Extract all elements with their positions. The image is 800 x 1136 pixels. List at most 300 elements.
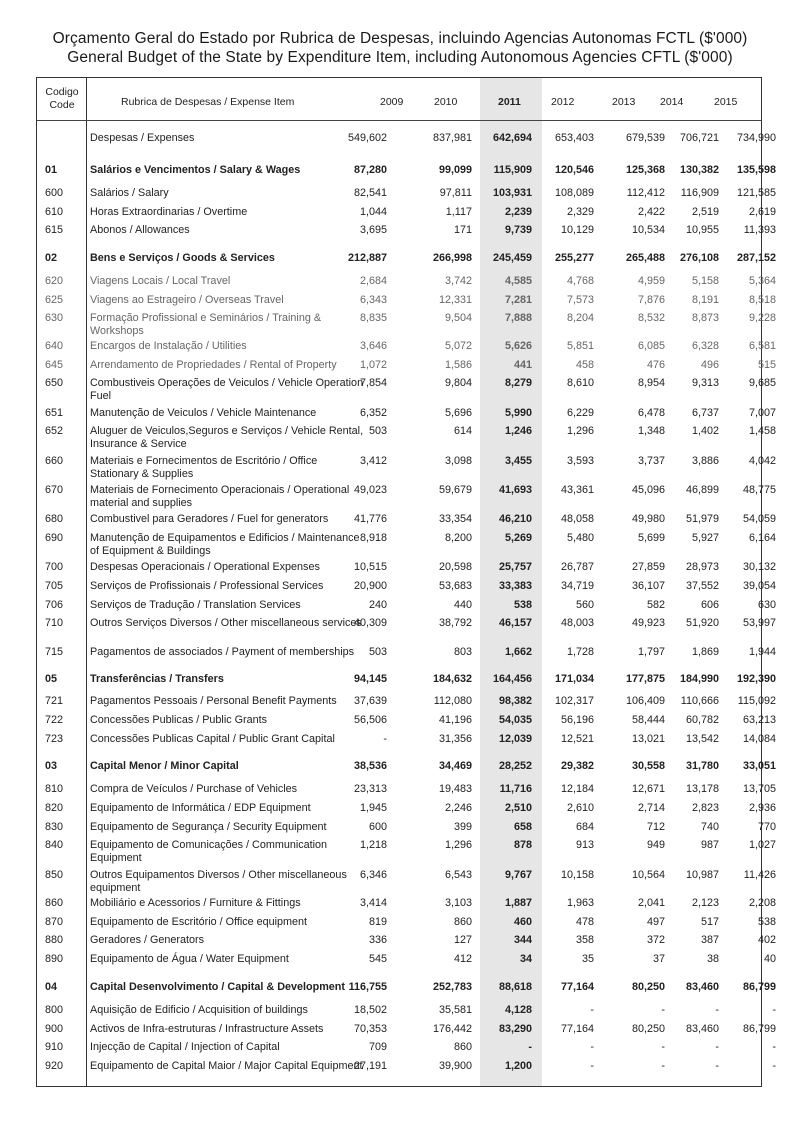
row-value-2010: 9,504 — [444, 312, 472, 324]
row-code: 620 — [45, 275, 64, 287]
row-value-2015: 6,164 — [748, 532, 776, 544]
row-value-2015: 9,228 — [748, 312, 776, 324]
row-value-2010: 252,783 — [432, 981, 472, 993]
row-label: Equipamento de Comunicações / Communication Equipment — [90, 839, 328, 864]
row-value-2015: - — [772, 1041, 776, 1053]
row-value-2014: 987 — [700, 839, 719, 851]
row-label: Concessões Publicas Capital / Public Grant Capital — [90, 733, 335, 745]
row-value-2011: 115,909 — [493, 164, 532, 176]
row-value-2009: 116,755 — [348, 981, 387, 993]
header-year-2013: 2013 — [612, 96, 636, 108]
row-value-2013: 8,954 — [637, 377, 665, 389]
row-value-2015: 11,393 — [743, 224, 776, 236]
row-value-2013: - — [661, 1060, 665, 1072]
row-value-2011: 7,888 — [504, 312, 532, 324]
row-value-2012: 56,196 — [560, 714, 594, 726]
row-label: Encargos de Instalação / Utilities — [90, 340, 247, 352]
row-value-2015: 8,518 — [748, 294, 776, 306]
row-value-2013: 949 — [646, 839, 665, 851]
row-value-2013: 679,539 — [625, 132, 665, 144]
row-value-2010: 34,469 — [438, 760, 472, 772]
row-value-2010: 171 — [453, 224, 472, 236]
row-value-2014: 46,899 — [685, 484, 719, 496]
row-value-2013: 30,558 — [631, 760, 665, 772]
header-year-2009: 2009 — [380, 96, 404, 108]
row-value-2011: 5,626 — [504, 340, 532, 352]
row-value-2009: 819 — [368, 916, 387, 928]
row-value-2010: 412 — [453, 953, 472, 965]
row-value-2015: 13,705 — [742, 783, 776, 795]
row-label: Activos de Infra-estruturas / Infrastructure Assets — [90, 1023, 324, 1035]
row-label: Equipamento de Escritório / Office equipment — [90, 916, 308, 928]
row-value-2010: 59,679 — [438, 484, 472, 496]
row-value-2009: 70,353 — [353, 1023, 387, 1035]
row-value-2009: 8,835 — [359, 312, 387, 324]
row-value-2010: 860 — [453, 1041, 472, 1053]
row-value-2012: 8,610 — [566, 377, 594, 389]
row-value-2014: 38 — [706, 953, 719, 965]
row-value-2011: 12,039 — [498, 733, 532, 745]
row-value-2012: 7,573 — [566, 294, 594, 306]
row-code: 01 — [45, 164, 58, 176]
row-value-2015: 2,208 — [748, 897, 776, 909]
row-value-2015: 14,084 — [742, 733, 776, 745]
row-value-2013: 265,488 — [625, 252, 665, 264]
row-value-2009: 56,506 — [353, 714, 387, 726]
row-code: 645 — [45, 359, 64, 371]
row-value-2015: 40 — [763, 953, 776, 965]
row-code: 810 — [45, 783, 64, 795]
row-value-2013: - — [661, 1004, 665, 1016]
row-label: Despesas Operacionais / Operational Expenses — [90, 561, 320, 573]
row-value-2011: 103,931 — [492, 187, 532, 199]
row-value-2015: 2,936 — [748, 802, 776, 814]
row-code: 610 — [45, 206, 64, 218]
row-value-2010: 266,998 — [432, 252, 472, 264]
row-value-2015: 515 — [757, 359, 776, 371]
row-value-2014: 184,990 — [679, 673, 719, 685]
row-value-2013: 6,085 — [637, 340, 665, 352]
row-value-2013: 80,250 — [631, 981, 665, 993]
row-value-2010: 3,103 — [444, 897, 472, 909]
row-label: Equipamento de Segurança / Security Equipment — [90, 821, 327, 833]
row-value-2011: 1,887 — [504, 897, 532, 909]
row-value-2009: - — [383, 733, 387, 745]
row-value-2015: 39,054 — [742, 580, 776, 592]
header-year-2011: 2011 — [498, 96, 521, 108]
row-value-2014: 9,313 — [691, 377, 719, 389]
row-code: 850 — [45, 869, 64, 881]
row-label: Capital Desenvolvimento / Capital & Development — [90, 981, 345, 993]
row-value-2013: 49,980 — [631, 513, 665, 525]
row-value-2012: 1,963 — [566, 897, 594, 909]
row-label: Aluguer de Veiculos,Seguros e Serviços / Vehicle Rental, Insurance & Service — [90, 425, 364, 450]
row-value-2015: 734,990 — [736, 132, 776, 144]
row-value-2014: 5,927 — [691, 532, 719, 544]
row-value-2011: 8,279 — [504, 377, 532, 389]
row-value-2010: 5,696 — [444, 407, 472, 419]
row-value-2012: 102,317 — [554, 695, 594, 707]
row-value-2013: - — [661, 1041, 665, 1053]
row-value-2015: 2,619 — [748, 206, 776, 218]
row-value-2012: 171,034 — [554, 673, 594, 685]
row-value-2011: 34 — [519, 953, 532, 965]
row-value-2011: 5,269 — [504, 532, 532, 544]
row-value-2009: 40,309 — [353, 617, 387, 629]
row-value-2014: 51,979 — [685, 513, 719, 525]
row-value-2011: 1,200 — [504, 1060, 532, 1072]
header-expense-item: Rubrica de Despesas / Expense Item — [121, 96, 295, 108]
row-value-2013: 45,096 — [631, 484, 665, 496]
row-value-2012: 35 — [581, 953, 594, 965]
row-value-2010: 38,792 — [438, 617, 472, 629]
row-label: Despesas / Expenses — [90, 132, 195, 144]
row-value-2015: 63,213 — [742, 714, 776, 726]
row-value-2015: - — [772, 1004, 776, 1016]
row-value-2012: 5,851 — [566, 340, 594, 352]
row-value-2009: 8,918 — [359, 532, 387, 544]
row-value-2013: 37 — [652, 953, 665, 965]
row-code: 625 — [45, 294, 64, 306]
row-label: Horas Extraordinarias / Overtime — [90, 206, 248, 218]
row-value-2009: 87,280 — [353, 164, 387, 176]
row-value-2011: 83,290 — [498, 1023, 532, 1035]
row-value-2012: 5,480 — [566, 532, 594, 544]
row-value-2015: 1,027 — [748, 839, 776, 851]
row-code: 706 — [45, 599, 64, 611]
row-value-2015: 54,059 — [742, 513, 776, 525]
row-value-2014: 2,519 — [691, 206, 719, 218]
row-value-2012: 10,158 — [560, 869, 594, 881]
row-label: Salários e Vencimentos / Salary & Wages — [90, 164, 301, 176]
row-value-2015: - — [772, 1060, 776, 1072]
header-year-2015: 2015 — [714, 96, 738, 108]
row-value-2010: 837,981 — [432, 132, 472, 144]
row-value-2015: 48,775 — [742, 484, 776, 496]
row-value-2013: 1,348 — [637, 425, 665, 437]
header-year-2012: 2012 — [551, 96, 575, 108]
row-value-2014: 8,873 — [691, 312, 719, 324]
row-value-2011: - — [528, 1041, 532, 1053]
row-value-2013: 49,923 — [631, 617, 665, 629]
row-code: 880 — [45, 934, 64, 946]
row-value-2009: 600 — [368, 821, 387, 833]
header-divider — [37, 120, 761, 121]
row-value-2014: 1,402 — [691, 425, 719, 437]
row-code: 840 — [45, 839, 64, 851]
row-value-2014: 8,191 — [691, 294, 719, 306]
row-value-2009: 503 — [368, 425, 387, 437]
row-value-2009: 49,023 — [353, 484, 387, 496]
row-label: Abonos / Allowances — [90, 224, 190, 236]
row-value-2012: - — [590, 1060, 594, 1072]
row-label: Capital Menor / Minor Capital — [90, 760, 239, 772]
row-value-2012: 255,277 — [554, 252, 594, 264]
row-value-2013: 80,250 — [631, 1023, 665, 1035]
row-value-2010: 3,742 — [444, 275, 472, 287]
row-value-2015: 538 — [757, 916, 776, 928]
row-value-2010: 127 — [453, 934, 472, 946]
row-label: Outros Serviços Diversos / Other miscellaneous services — [90, 617, 362, 629]
row-value-2012: 1,296 — [566, 425, 594, 437]
row-value-2013: 10,534 — [631, 224, 665, 236]
row-label: Transferências / Transfers — [90, 673, 224, 685]
row-value-2009: 2,684 — [359, 275, 387, 287]
row-value-2011: 54,035 — [498, 714, 532, 726]
row-label: Aquisição de Edificio / Acquisition of buildings — [90, 1004, 308, 1016]
row-label: Equipamento de Informática / EDP Equipment — [90, 802, 311, 814]
row-value-2014: 13,178 — [685, 783, 719, 795]
row-value-2013: 2,714 — [637, 802, 665, 814]
row-value-2014: 387 — [700, 934, 719, 946]
header-code-en: Code — [49, 99, 75, 111]
row-value-2012: 2,610 — [566, 802, 594, 814]
row-value-2015: 115,092 — [737, 695, 776, 707]
row-value-2012: 77,164 — [560, 981, 594, 993]
row-label: Arrendamento de Propriedades / Rental of Property — [90, 359, 337, 371]
row-code: 920 — [45, 1060, 64, 1072]
row-value-2011: 538 — [513, 599, 532, 611]
row-code: 870 — [45, 916, 64, 928]
row-value-2014: 83,460 — [685, 1023, 719, 1035]
row-label: Mobiliário e Acessorios / Furniture & Fittings — [90, 897, 301, 909]
row-value-2013: 497 — [646, 916, 665, 928]
row-value-2011: 9,739 — [504, 224, 532, 236]
row-value-2014: 740 — [700, 821, 719, 833]
row-value-2009: 3,646 — [359, 340, 387, 352]
row-value-2009: 38,536 — [353, 760, 387, 772]
row-value-2010: 5,072 — [444, 340, 472, 352]
row-code: 615 — [45, 224, 64, 236]
row-label: Manutenção de Veiculos / Vehicle Maintenance — [90, 407, 317, 419]
row-value-2013: 4,959 — [637, 275, 665, 287]
row-value-2013: 2,422 — [637, 206, 665, 218]
row-value-2012: 458 — [575, 359, 594, 371]
row-value-2014: 31,780 — [685, 760, 719, 772]
row-value-2011: 3,455 — [504, 455, 532, 467]
row-value-2011: 5,990 — [504, 407, 532, 419]
row-code: 650 — [45, 377, 64, 389]
row-value-2013: 1,797 — [637, 646, 665, 658]
row-value-2014: - — [715, 1004, 719, 1016]
row-code: 700 — [45, 561, 64, 573]
row-value-2014: 6,328 — [691, 340, 719, 352]
row-value-2014: 606 — [700, 599, 719, 611]
row-value-2009: 6,343 — [359, 294, 387, 306]
row-value-2009: 6,346 — [359, 869, 387, 881]
code-column-divider — [86, 78, 87, 1086]
row-label: Manutenção de Equipamentos e Edificios / Maintenance of Equipment & Buildings — [90, 532, 360, 557]
row-value-2009: 82,541 — [353, 187, 387, 199]
row-code: 652 — [45, 425, 64, 437]
row-value-2011: 2,510 — [504, 802, 532, 814]
row-value-2014: 110,666 — [680, 695, 719, 707]
row-value-2014: 6,737 — [691, 407, 719, 419]
row-value-2014: - — [715, 1041, 719, 1053]
row-value-2010: 39,900 — [438, 1060, 472, 1072]
row-value-2012: 48,003 — [560, 617, 594, 629]
row-value-2013: 476 — [646, 359, 665, 371]
row-value-2015: 121,585 — [736, 187, 776, 199]
row-value-2011: 4,128 — [504, 1004, 532, 1016]
row-value-2012: 6,229 — [566, 407, 594, 419]
row-label: Compra de Veículos / Purchase of Vehicles — [90, 783, 298, 795]
row-value-2014: 83,460 — [685, 981, 719, 993]
row-label: Equipamento de Capital Maior / Major Capital Equipment — [90, 1060, 363, 1072]
row-value-2010: 1,586 — [444, 359, 472, 371]
row-value-2011: 658 — [513, 821, 532, 833]
row-value-2015: 402 — [757, 934, 776, 946]
row-code: 04 — [45, 981, 58, 993]
row-value-2012: - — [590, 1004, 594, 1016]
row-value-2010: 3,098 — [444, 455, 472, 467]
row-value-2015: 287,152 — [736, 252, 776, 264]
row-value-2011: 441 — [513, 359, 532, 371]
row-label: Equipamento de Água / Water Equipment — [90, 953, 289, 965]
row-value-2009: 37,639 — [353, 695, 387, 707]
row-value-2012: 48,058 — [560, 513, 594, 525]
row-value-2015: 4,042 — [748, 455, 776, 467]
row-code: 02 — [45, 252, 58, 264]
row-value-2012: 358 — [575, 934, 594, 946]
row-value-2010: 20,598 — [438, 561, 472, 573]
row-value-2012: 913 — [575, 839, 594, 851]
row-value-2010: 33,354 — [438, 513, 472, 525]
row-code: 680 — [45, 513, 64, 525]
header-code-pt: Codigo — [45, 86, 79, 98]
row-value-2013: 13,021 — [631, 733, 665, 745]
row-value-2013: 12,671 — [631, 783, 665, 795]
row-value-2010: 860 — [453, 916, 472, 928]
row-code: 820 — [45, 802, 64, 814]
row-value-2011: 344 — [513, 934, 532, 946]
row-value-2009: 27,191 — [353, 1060, 387, 1072]
row-value-2012: 478 — [575, 916, 594, 928]
row-value-2013: 112,412 — [626, 187, 665, 199]
row-value-2015: 770 — [757, 821, 776, 833]
row-value-2015: 9,685 — [748, 377, 776, 389]
row-value-2015: 6,581 — [748, 340, 776, 352]
row-value-2015: 30,132 — [742, 561, 776, 573]
row-value-2009: 18,502 — [353, 1004, 387, 1016]
row-value-2011: 245,459 — [492, 252, 532, 264]
row-value-2009: 212,887 — [347, 252, 387, 264]
row-value-2010: 399 — [453, 821, 472, 833]
row-code: 640 — [45, 340, 64, 352]
header-year-2010: 2010 — [434, 96, 458, 108]
row-value-2012: 12,521 — [560, 733, 594, 745]
row-value-2014: 116,909 — [680, 187, 719, 199]
row-value-2014: 37,552 — [685, 580, 719, 592]
row-value-2014: 2,823 — [691, 802, 719, 814]
row-value-2012: 34,719 — [560, 580, 594, 592]
row-value-2015: 630 — [757, 599, 776, 611]
row-value-2011: 28,252 — [498, 760, 532, 772]
row-value-2012: 684 — [575, 821, 594, 833]
row-value-2013: 372 — [646, 934, 665, 946]
row-value-2010: 53,683 — [438, 580, 472, 592]
row-value-2012: 2,329 — [566, 206, 594, 218]
row-value-2013: 106,409 — [625, 695, 665, 707]
row-value-2014: 3,886 — [691, 455, 719, 467]
row-code: 721 — [45, 695, 64, 707]
row-value-2011: 33,383 — [498, 580, 532, 592]
row-value-2010: 1,117 — [445, 206, 472, 218]
row-value-2014: 276,108 — [679, 252, 719, 264]
row-value-2015: 86,799 — [742, 1023, 776, 1035]
row-label: Salários / Salary — [90, 187, 169, 199]
row-value-2009: 549,602 — [347, 132, 387, 144]
row-value-2012: 1,728 — [566, 646, 594, 658]
row-code: 630 — [45, 312, 64, 324]
row-value-2015: 135,598 — [736, 164, 776, 176]
row-value-2014: 706,721 — [679, 132, 719, 144]
row-value-2009: 1,072 — [359, 359, 387, 371]
row-value-2009: 503 — [368, 646, 387, 658]
row-value-2011: 41,693 — [498, 484, 532, 496]
row-value-2014: 517 — [700, 916, 719, 928]
row-value-2009: 545 — [368, 953, 387, 965]
row-label: Viagens ao Estrageiro / Overseas Travel — [90, 294, 284, 306]
row-value-2009: 1,044 — [359, 206, 387, 218]
row-value-2009: 3,412 — [359, 455, 387, 467]
row-value-2011: 878 — [513, 839, 532, 851]
row-value-2009: 1,218 — [359, 839, 387, 851]
row-value-2012: 108,089 — [554, 187, 594, 199]
row-value-2013: 2,041 — [637, 897, 665, 909]
row-value-2012: 43,361 — [560, 484, 594, 496]
row-value-2012: 10,129 — [560, 224, 594, 236]
row-value-2014: 10,987 — [685, 869, 719, 881]
row-value-2010: 97,811 — [439, 187, 472, 199]
row-value-2014: 1,869 — [691, 646, 719, 658]
row-label: Materiais de Fornecimento Operacionais / Operational material and supplies — [90, 484, 350, 509]
row-value-2012: 3,593 — [566, 455, 594, 467]
row-code: 660 — [45, 455, 64, 467]
row-label: Serviços de Tradução / Translation Services — [90, 599, 301, 611]
row-label: Concessões Publicas / Public Grants — [90, 714, 268, 726]
header-year-2014: 2014 — [660, 96, 684, 108]
row-code: 722 — [45, 714, 64, 726]
row-value-2011: 4,585 — [504, 275, 532, 287]
row-value-2012: 653,403 — [554, 132, 594, 144]
row-value-2013: 36,107 — [631, 580, 665, 592]
title-portuguese: Orçamento Geral do Estado por Rubrica de Despesas, incluindo Agencias Autonomas FCTL ($'000) — [52, 30, 748, 47]
row-code: 705 — [45, 580, 64, 592]
row-value-2010: 112,080 — [433, 695, 472, 707]
row-value-2013: 8,532 — [637, 312, 665, 324]
row-value-2010: 8,200 — [444, 532, 472, 544]
row-value-2011: 460 — [513, 916, 532, 928]
row-value-2010: 176,442 — [432, 1023, 472, 1035]
row-value-2010: 99,099 — [438, 164, 472, 176]
row-value-2012: - — [590, 1041, 594, 1053]
row-value-2013: 58,444 — [631, 714, 665, 726]
row-label: Pagamentos Pessoais / Personal Benefit Payments — [90, 695, 337, 707]
row-value-2014: 5,158 — [691, 275, 719, 287]
row-label: Bens e Serviços / Goods & Services — [90, 252, 275, 264]
row-value-2009: 7,854 — [359, 377, 387, 389]
row-value-2010: 2,246 — [444, 802, 472, 814]
row-value-2010: 184,632 — [432, 673, 472, 685]
row-label: Formação Profissional e Seminários / Training & Workshops — [90, 312, 322, 337]
row-value-2013: 177,875 — [625, 673, 665, 685]
row-value-2014: - — [715, 1060, 719, 1072]
row-code: 890 — [45, 953, 64, 965]
row-value-2013: 10,564 — [631, 869, 665, 881]
row-value-2013: 5,699 — [637, 532, 665, 544]
row-value-2009: 94,145 — [353, 673, 387, 685]
